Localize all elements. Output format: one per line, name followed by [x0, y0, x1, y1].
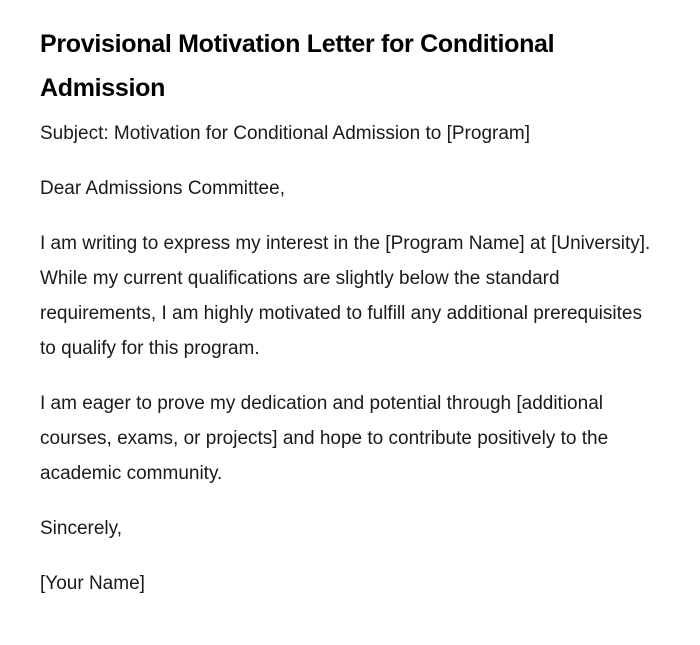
letter-title: Provisional Motivation Letter for Conditional Admission	[40, 30, 555, 102]
letter-paragraph-2: I am eager to prove my dedication and potential through [additional courses, exams, or projects] and hope to contribute positively to the academic community.	[40, 393, 609, 484]
letter-salutation: Dear Admissions Committee,	[40, 178, 285, 199]
letter-closing: Sincerely,	[40, 518, 123, 539]
letter-signature: [Your Name]	[40, 573, 145, 594]
letter-subject: Subject: Motivation for Conditional Admission to [Program]	[40, 123, 531, 144]
letter-paragraph-1: I am writing to express my interest in the [Program Name] at [University]. While my current qualifications are slightly below the standard requirements, I am highly motivated to fulfill any additional prerequisites to qualify for this program.	[40, 233, 651, 359]
